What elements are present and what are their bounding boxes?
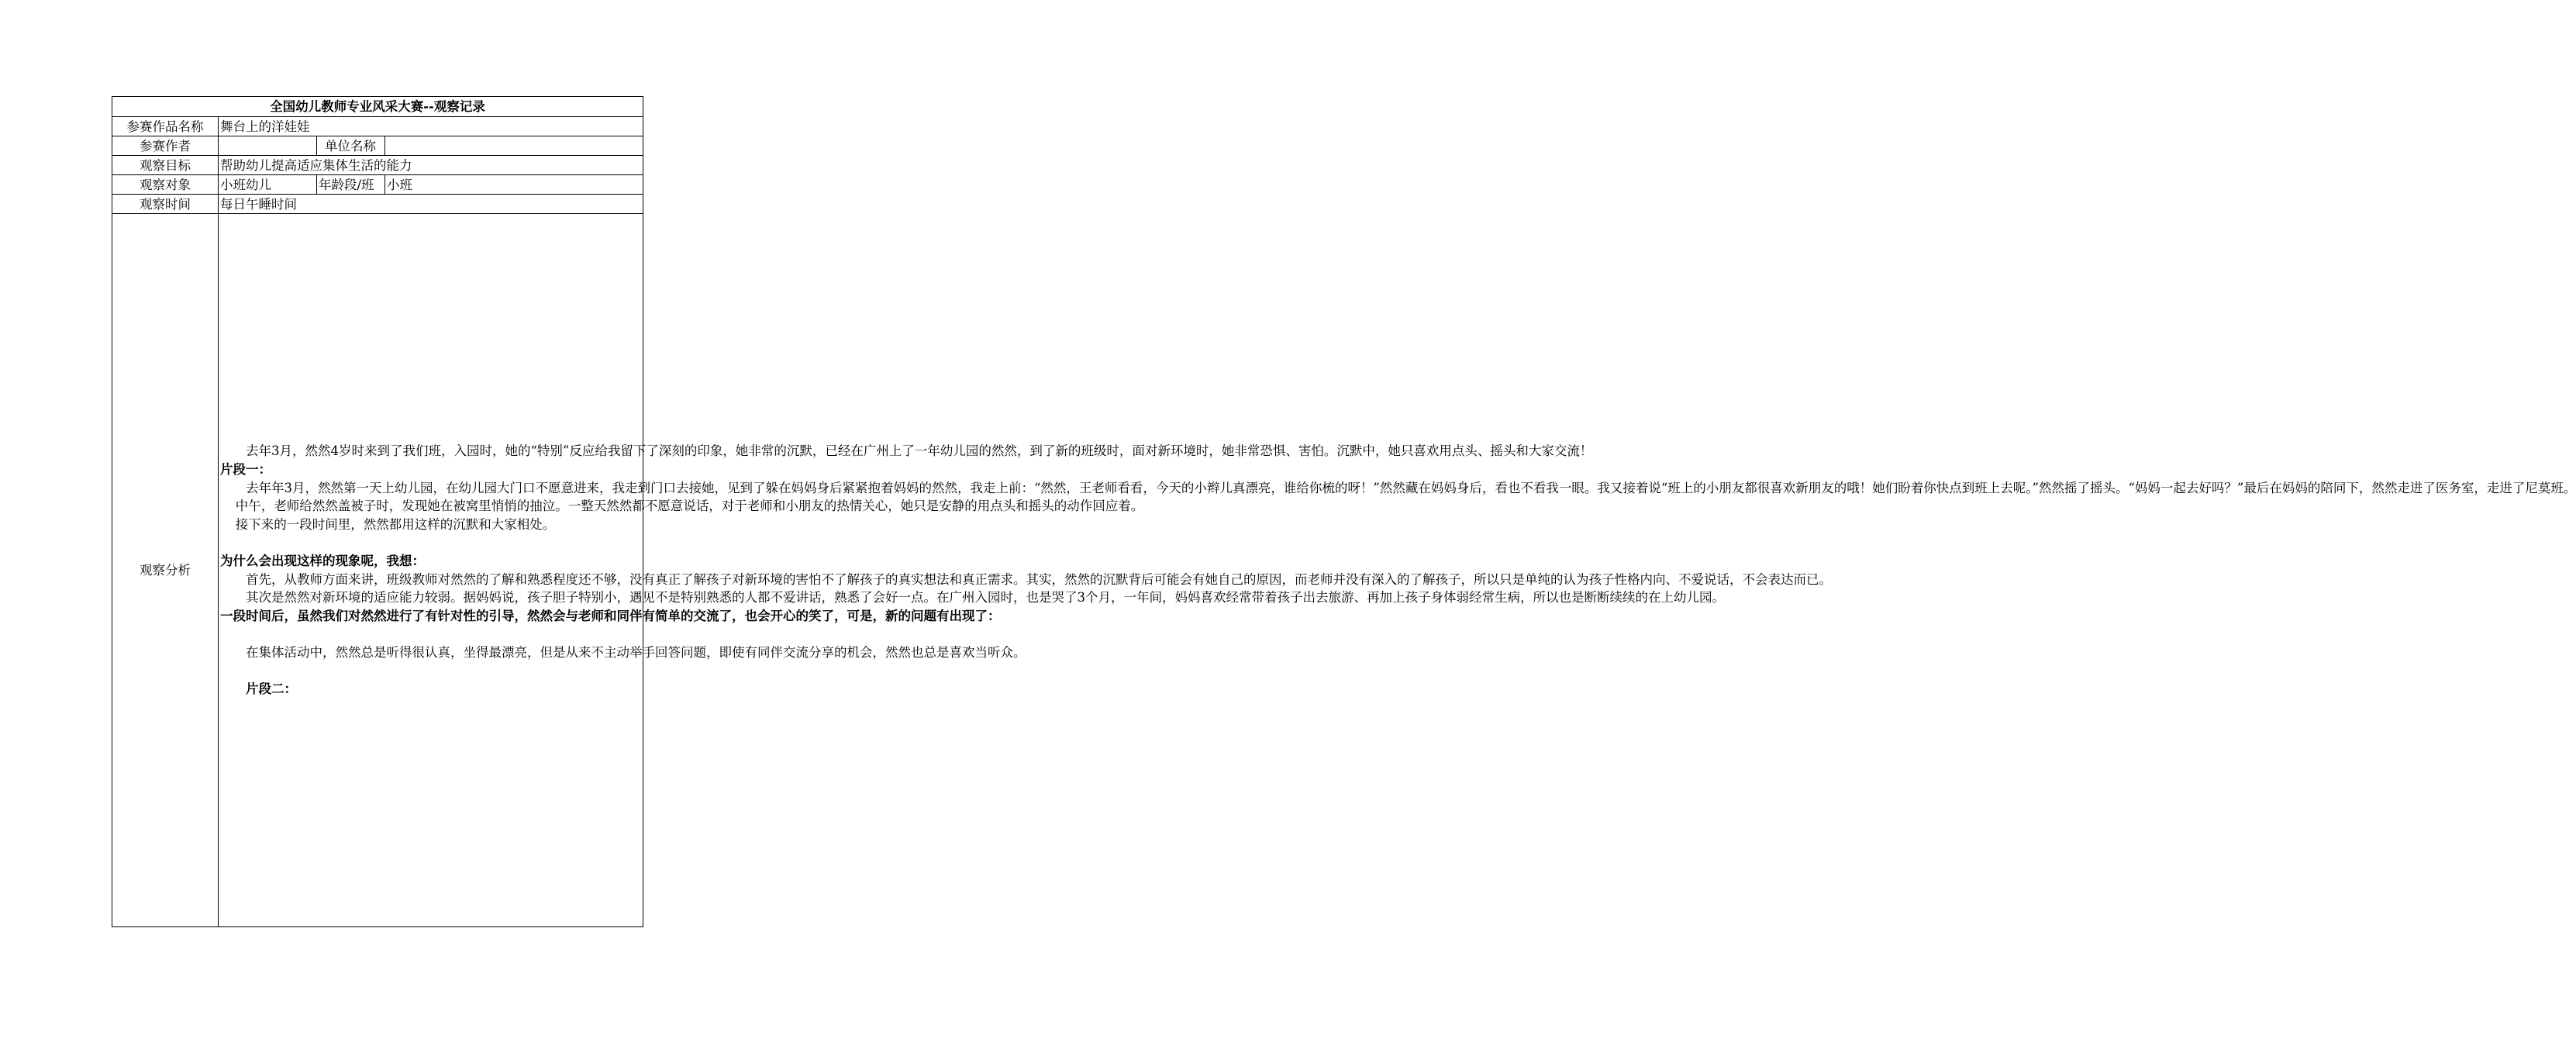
segment-one-paragraph: 去年年3月，然然第一天上幼儿园，在幼儿园大门口不愿意进来，我走到门口去接她，见到了躲在妈妈身后紧紧抱着妈妈的然然，我走上前：“然然，王老师看看，今天的小辫儿真漂亮，谁给你梳的呀！”然然藏在妈妈身后，看也不看我一眼。我又接着说“班上的小朋友都很喜欢新朋友的哦！她们盼着你快点到班上去呢。”然然摇了摇头。“妈妈一起去好吗？”最后在妈妈的陪同下，然然走进了医务室，走进了尼莫班。 — [246, 480, 2576, 495]
author-label: 参赛作者 — [112, 136, 219, 156]
segment-two-heading: 片段二： — [246, 681, 297, 697]
grade-value: 小班 — [385, 175, 643, 195]
form-title: 全国幼儿教师专业风采大赛--观察记录 — [112, 97, 643, 117]
subject-label: 观察对象 — [112, 175, 219, 195]
grade-label: 年龄段/班 — [317, 175, 385, 195]
analysis-content — [219, 214, 2576, 927]
reason-first-paragraph: 首先，从教师方面来讲，班级教师对然然的了解和熟悉程度还不够，没有真正了解孩子对新环境的害怕不了解孩子的真实想法和真正需求。其实，然然的沉默背后可能会有她自己的原因，而老师并没有深入的了解孩子，所以只是单纯的认为孩子性格内向、不爱说话，不会表达而已。 — [246, 571, 1832, 587]
blank-line — [220, 533, 641, 552]
blank-line — [220, 661, 641, 680]
unit-name-value — [385, 136, 643, 156]
analysis-label: 观察分析 — [112, 214, 219, 927]
observation-record-table — [112, 96, 2576, 927]
new-problem-paragraph: 一段时间后，虽然我们对然然进行了有针对性的引导，然然会与老师和同伴有简单的交流了，也会开心的笑了，可是，新的问题有出现了： — [220, 608, 1001, 623]
time-value: 每日午睡时间 — [219, 195, 643, 214]
noon-paragraph: 中午，老师给然然盖被子时，发现她在被窝里悄悄的抽泣。一整天然然都不愿意说话，对于老师和小朋友的热情关心，她只是安静的用点头和摇头的动作回应着。 — [235, 499, 1144, 514]
intro-paragraph: 去年3月，然然4岁时来到了我们班，入园时，她的“特别”反应给我留下了深刻的印象，她非常的沉默，已经在广州上了一年幼儿园的然然，到了新的班级时，面对新环境时，她非常恐惧、害怕。沉默中，她只喜欢用点头、摇头和大家交流！ — [246, 443, 1593, 459]
subject-value: 小班幼儿 — [219, 175, 317, 195]
following-paragraph: 接下来的一段时间里，然然都用这样的沉默和大家相处。 — [235, 516, 556, 532]
work-name-value: 舞台上的洋娃娃 — [219, 117, 643, 136]
segment-one-heading: 片段一： — [220, 461, 271, 477]
goal-value: 帮助幼儿提高适应集体生活的能力 — [219, 156, 643, 175]
group-activity-paragraph: 在集体活动中，然然总是听得很认真，坐得最漂亮，但是从来不主动举手回答问题，即使有同伴交流分享的机会，然然也总是喜欢当听众。 — [246, 644, 1026, 660]
reason-second-paragraph: 其次是然然对新环境的适应能力较弱。据妈妈说，孩子胆子特别小，遇见不是特别熟悉的人都不爱讲话，熟悉了会好一点。在广州入园时，也是哭了3个月，一年间，妈妈喜欢经常带着孩子出去旅游、再加上孩子身体弱经常生病，所以也是断断续续的在上幼儿园。 — [246, 590, 1725, 606]
reason-heading: 为什么会出现这样的现象呢，我想： — [220, 553, 425, 568]
time-label: 观察时间 — [112, 195, 219, 214]
blank-line — [220, 625, 641, 643]
author-value — [219, 136, 317, 156]
work-name-label: 参赛作品名称 — [112, 117, 219, 136]
goal-label: 观察目标 — [112, 156, 219, 175]
unit-name-label: 单位名称 — [317, 136, 385, 156]
